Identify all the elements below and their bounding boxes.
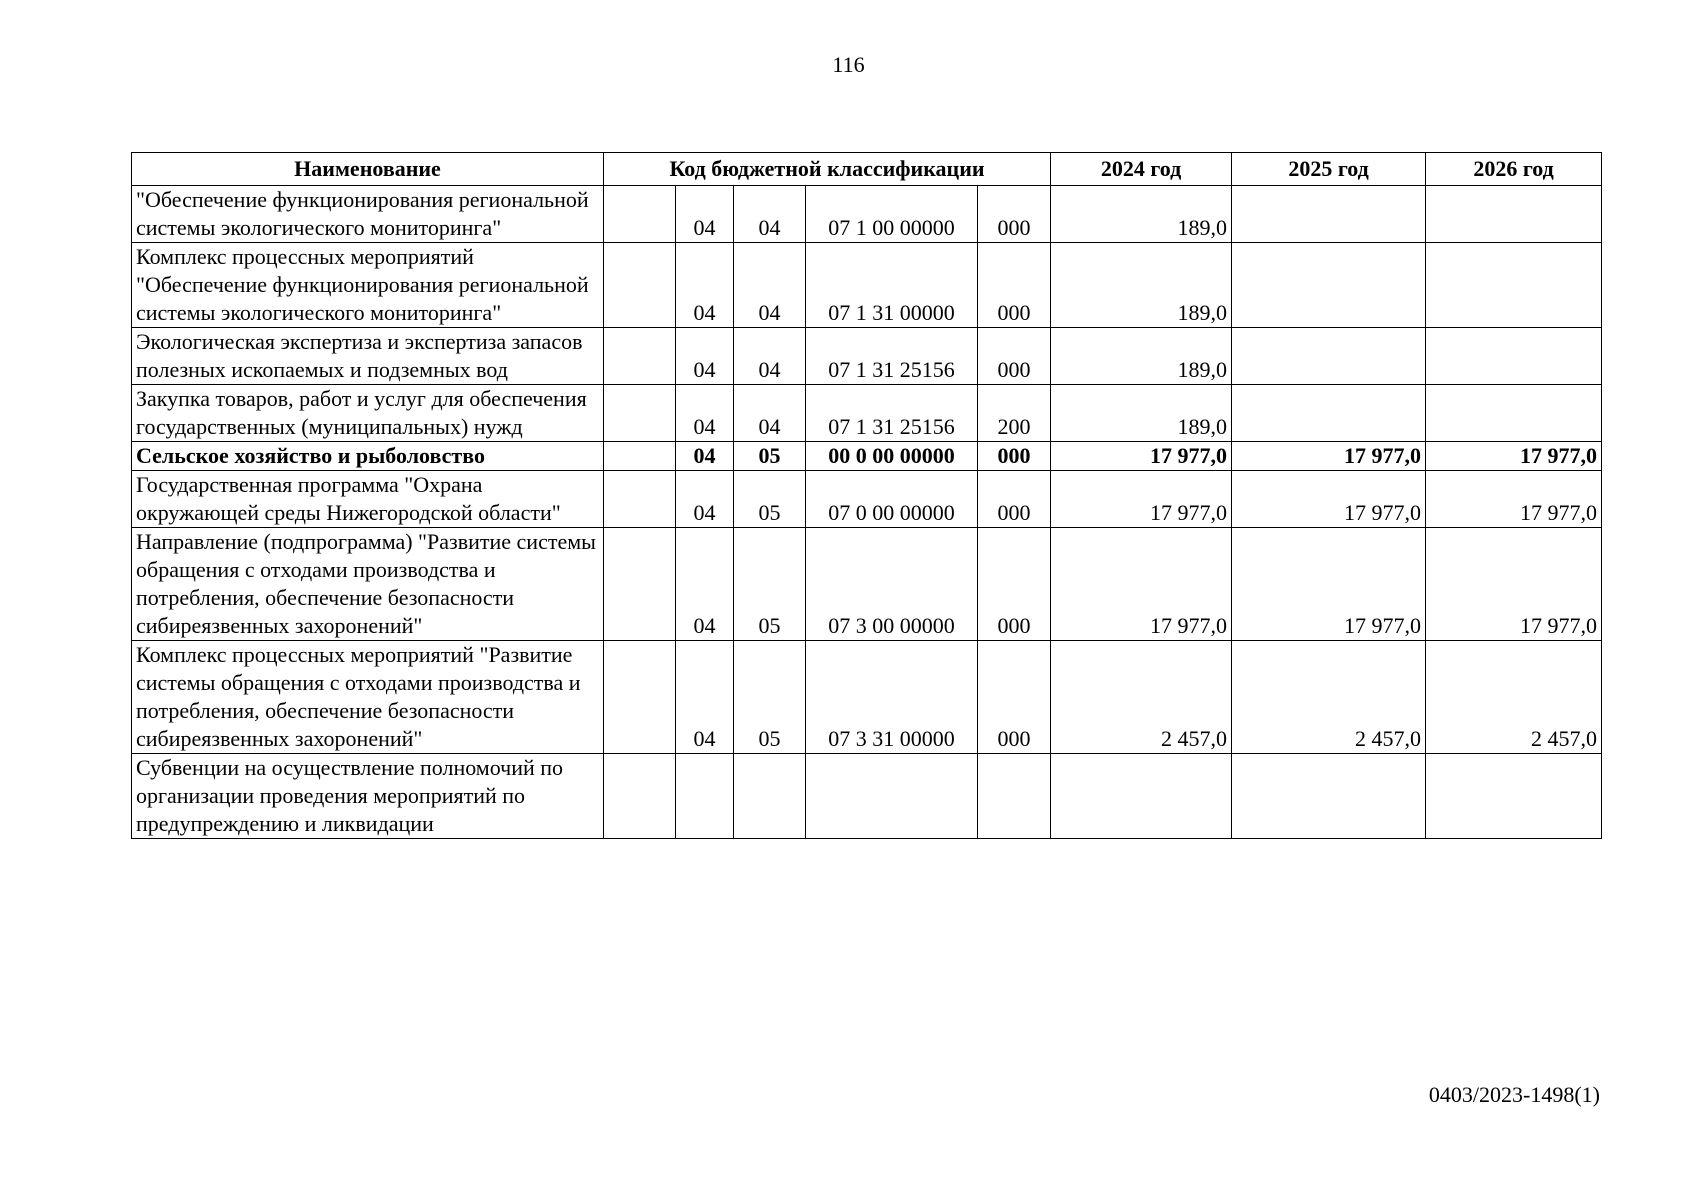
amount-2024-cell (1051, 754, 1232, 839)
section-code-cell: 04 (676, 385, 734, 442)
row-name-cell: Комплекс процессных мероприятий "Развитие системы обращения с отходами производства и потребления, обеспечение безопасности сибиреязвенных захоронений" (132, 641, 604, 754)
header-budget-code: Код бюджетной классификации (604, 153, 1051, 186)
subsection-code-cell: 05 (734, 641, 806, 754)
target-article-code-cell (806, 754, 978, 839)
expense-type-code-cell: 000 (978, 186, 1051, 243)
target-article-code-cell: 00 0 00 00000 (806, 442, 978, 471)
section-code-cell: 04 (676, 328, 734, 385)
row-name-cell: Сельское хозяйство и рыболовство (132, 442, 604, 471)
row-name-cell: Закупка товаров, работ и услуг для обеспечения государственных (муниципальных) нужд (132, 385, 604, 442)
amount-2026-cell: 17 977,0 (1426, 528, 1602, 641)
row-name-cell: Комплекс процессных мероприятий "Обеспечение функционирования региональной системы экологического мониторинга" (132, 243, 604, 328)
section-code-cell: 04 (676, 243, 734, 328)
section-code-cell (676, 754, 734, 839)
expense-type-code-cell: 000 (978, 328, 1051, 385)
target-article-code-cell: 07 1 31 00000 (806, 243, 978, 328)
row-name-cell: Экологическая экспертиза и экспертиза запасов полезных ископаемых и подземных вод (132, 328, 604, 385)
table-body (132, 186, 1602, 839)
subsection-code-cell: 04 (734, 243, 806, 328)
section-code-cell: 04 (676, 442, 734, 471)
section-code-cell: 04 (676, 186, 734, 243)
document-code: 0403/2023-1498(1) (1428, 1082, 1600, 1107)
ved-code-cell (604, 641, 676, 754)
header-2024: 2024 год (1051, 153, 1232, 186)
row-name-cell: Субвенции на осуществление полномочий по организации проведения мероприятий по предупреждению и ликвидации (132, 754, 604, 839)
amount-2024-cell: 17 977,0 (1051, 471, 1232, 528)
ved-code-cell (604, 528, 676, 641)
ved-code-cell (604, 243, 676, 328)
table-row (132, 471, 1602, 528)
amount-2026-cell (1426, 328, 1602, 385)
amount-2025-cell (1232, 754, 1426, 839)
amount-2026-cell: 17 977,0 (1426, 471, 1602, 528)
target-article-code-cell: 07 1 00 00000 (806, 186, 978, 243)
amount-2026-cell (1426, 754, 1602, 839)
ved-code-cell (604, 442, 676, 471)
row-name-cell: Направление (подпрограмма) "Развитие системы обращения с отходами производства и потребления, обеспечение безопасности сибиреязвенных захоронений" (132, 528, 604, 641)
amount-2024-cell: 189,0 (1051, 243, 1232, 328)
subsection-code-cell: 04 (734, 328, 806, 385)
subsection-code-cell: 04 (734, 385, 806, 442)
header-name: Наименование (132, 153, 604, 186)
table-row (132, 243, 1602, 328)
target-article-code-cell: 07 0 00 00000 (806, 471, 978, 528)
subsection-code-cell: 05 (734, 528, 806, 641)
row-name-cell: Государственная программа "Охрана окружающей среды Нижегородской области" (132, 471, 604, 528)
table-row (132, 186, 1602, 243)
section-code-cell: 04 (676, 641, 734, 754)
section-code-cell: 04 (676, 471, 734, 528)
amount-2026-cell (1426, 186, 1602, 243)
target-article-code-cell: 07 1 31 25156 (806, 328, 978, 385)
amount-2026-cell (1426, 243, 1602, 328)
ved-code-cell (604, 186, 676, 243)
ved-code-cell (604, 328, 676, 385)
expense-type-code-cell: 200 (978, 385, 1051, 442)
ved-code-cell (604, 754, 676, 839)
expense-type-code-cell: 000 (978, 442, 1051, 471)
subsection-code-cell: 05 (734, 442, 806, 471)
amount-2025-cell: 17 977,0 (1232, 442, 1426, 471)
page-number: 116 (832, 52, 865, 77)
ved-code-cell (604, 471, 676, 528)
expense-type-code-cell (978, 754, 1051, 839)
expense-type-code-cell: 000 (978, 243, 1051, 328)
amount-2026-cell: 17 977,0 (1426, 442, 1602, 471)
subsection-code-cell: 05 (734, 471, 806, 528)
table-row (132, 385, 1602, 442)
amount-2026-cell (1426, 385, 1602, 442)
target-article-code-cell: 07 3 00 00000 (806, 528, 978, 641)
amount-2024-cell: 189,0 (1051, 186, 1232, 243)
amount-2024-cell: 17 977,0 (1051, 442, 1232, 471)
expense-type-code-cell: 000 (978, 641, 1051, 754)
amount-2024-cell: 189,0 (1051, 328, 1232, 385)
budget-table (131, 152, 1602, 839)
subsection-code-cell: 04 (734, 186, 806, 243)
amount-2025-cell: 2 457,0 (1232, 641, 1426, 754)
expense-type-code-cell: 000 (978, 528, 1051, 641)
header-2026: 2026 год (1426, 153, 1602, 186)
row-name-cell: "Обеспечение функционирования региональной системы экологического мониторинга" (132, 186, 604, 243)
subsection-code-cell (734, 754, 806, 839)
ved-code-cell (604, 385, 676, 442)
amount-2024-cell: 17 977,0 (1051, 528, 1232, 641)
amount-2024-cell: 189,0 (1051, 385, 1232, 442)
amount-2025-cell: 17 977,0 (1232, 528, 1426, 641)
target-article-code-cell: 07 1 31 25156 (806, 385, 978, 442)
amount-2025-cell (1232, 385, 1426, 442)
table-row (132, 641, 1602, 754)
table-row (132, 754, 1602, 839)
amount-2025-cell (1232, 186, 1426, 243)
table-row (132, 528, 1602, 641)
amount-2025-cell (1232, 243, 1426, 328)
table-row (132, 328, 1602, 385)
table-row (132, 442, 1602, 471)
table-header-row (132, 153, 1602, 186)
amount-2025-cell: 17 977,0 (1232, 471, 1426, 528)
amount-2026-cell: 2 457,0 (1426, 641, 1602, 754)
amount-2025-cell (1232, 328, 1426, 385)
expense-type-code-cell: 000 (978, 471, 1051, 528)
target-article-code-cell: 07 3 31 00000 (806, 641, 978, 754)
header-2025: 2025 год (1232, 153, 1426, 186)
section-code-cell: 04 (676, 528, 734, 641)
amount-2024-cell: 2 457,0 (1051, 641, 1232, 754)
